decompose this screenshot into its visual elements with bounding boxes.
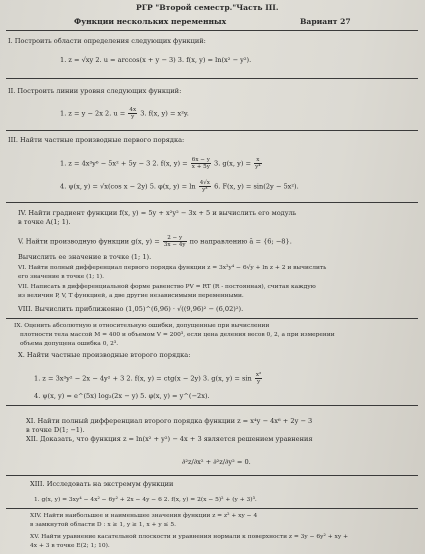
section-5-fraction [163,235,187,248]
section-5-line-1-b: по направлению ā = {6; −8}. [189,237,292,246]
fraction-denominator: y [131,114,135,120]
section-3-title: III. Найти частные производные первого порядка: [8,136,185,144]
section-10-row-1 [34,372,263,385]
section-6-line-2: его значение в точке (1; 1). [18,274,104,280]
section-5-line-1 [18,235,292,248]
section-8-line-1: VIII. Вычислить приближенно (1,05)^(6,96) · √((9,96)² − (6,02)²). [18,305,244,313]
section-3-fraction-3 [199,180,211,193]
section-1-title: I. Построить области определения следующих функций: [8,37,206,45]
section-11-line-2: в точке D(1; −1). [26,426,85,434]
section-10-row-1-a: 1. z = 3x³y² − 2x − 4y² + 3 2. f(x, y) = ctg(x − 2y) 3. g(x, y) = sin [34,374,252,383]
fraction-denominator: y [256,379,261,385]
fraction-denominator: y³ [202,187,208,193]
fraction-numerator: 6x − y [191,157,210,163]
section-4-line-2: в точке A(1; 1). [18,218,71,226]
section-divider [6,318,418,319]
section-9-line-2: плотности тела массой M = 400 и объемом V = 200³, если цена деления весов 0, 2, а при измерении [20,332,335,338]
section-3-row-1-b: 3. g(x, y) = [214,159,252,168]
section-divider [6,405,418,406]
section-2-title: II. Построить линии уровня следующих функций: [8,87,182,95]
fraction-numerator: 4√x [199,180,210,186]
section-divider [6,475,418,476]
section-3-row-2 [60,180,299,193]
section-13-title: XIII. Исследовать на экстремум функции [30,480,174,488]
section-3-row-1-a: 1. z = 4x³y⁶ − 5x² + 5y − 3 2. f(x, y) = [60,159,188,168]
section-14-line-2: в замкнутой области D : x ≥ 1, y ≥ 1, x + y ≤ 5. [30,522,176,528]
fraction-denominator: 3x − 4y [163,242,186,248]
section-divider [6,202,418,203]
section-3-fraction-2 [254,157,261,170]
fraction-numerator: x [254,157,261,164]
fraction-denominator: x + 5y [191,164,210,170]
worksheet-subtitle: Функции нескольких переменных [74,17,227,26]
section-2-items-b: 3. f(x, y) = x²y. [140,109,189,118]
section-2-items [60,107,189,120]
section-12-equation: ∂²z/∂x² + ∂²z/∂y² = 0. [182,458,251,466]
section-10-title: X. Найти частные производные второго порядка: [18,351,191,359]
section-3-row-2-b: 6. F(x, y) = sin(2y − 5x²). [214,182,299,191]
fraction-denominator: y⁴ [255,164,261,170]
section-divider [6,508,418,509]
section-7-line-1: VII. Написать в дифференциальной форме равенство PV = RT (R - постоянная), считая каждую [18,284,316,290]
section-1-items: 1. z = √xy 2. u = arccos(x + y − 3) 3. f(x, y) = ln(x² − y²). [60,56,252,64]
section-2-fraction [128,107,137,120]
section-9-line-3: объема допущена ошибка 0, 2³. [20,341,119,347]
section-10-row-2: 4. ψ(x, y) = e^(5x) log₃(2x − y) 5. φ(x, y) = y^(−2x). [34,392,210,400]
section-11-line-1: XI. Найти полный дифференциал второго порядка функции z = x⁴y − 4x⁶ + 2y − 3 [26,417,313,425]
section-5-line-1-a: V. Найти производную функции g(x, y) = [18,237,160,246]
section-divider [6,130,418,131]
section-15-line-1: XV. Найти уравнение касательной плоскости и уравнения нормали к поверхности z = 3y − 6y² + xy + [30,534,349,540]
section-divider [6,78,418,79]
header-divider [6,30,418,31]
variant-label: Вариант 27 [300,17,351,26]
section-15-line-2: 4x + 3 в точке E(2; 1; 10). [30,543,110,549]
section-6-line-1: VI. Найти полный дифференциал первого порядка функции z = 3x²y⁴ − 6√y + ln z + 2 и вычислить [18,265,327,271]
section-3-fraction-1 [191,157,211,170]
fraction-numerator: 2 − y [163,235,187,242]
section-12-line-1: XII. Доказать, что функция z = ln(x² + y²) − 4x + 3 является решением уравнения [26,435,313,443]
section-9-line-1: IX. Оценить абсолютную и относительную ошибки, допущенные при вычислении [14,323,270,329]
section-4-line-1: IV. Найти градиент функции f(x, y) = 5y + x²y² − 3x + 5 и вычислить его модуль [18,209,297,217]
section-14-line-1: XIV. Найти наибольшее и наименьшее значения функции z = z² + xy − 4 [30,513,258,519]
section-2-items-a: 1. z = y − 2x 2. u = [60,109,126,118]
fraction-numerator: 4x [129,107,137,113]
section-10-fraction [255,372,262,385]
worksheet-title: РГР "Второй семестр."Часть III. [136,3,279,12]
fraction-numerator: x² [255,372,262,378]
section-13-items: 1. g(x, y) = 3xy⁴ − 4x² − 6y² + 2x − 4y − 6 2. f(x, y) = 2(x − 5)² + (y + 3)³. [34,497,257,503]
section-5-line-2: Вычислить ее значение в точке (1; 1). [18,253,152,261]
section-3-row-1 [60,157,263,170]
section-3-row-2-a: 4. ψ(x, y) = √x(cos x − 2y) 5. φ(x, y) = ln [60,182,196,191]
section-7-line-2: из величин P, V, T функцией, а две другие независимыми переменными. [18,293,244,299]
